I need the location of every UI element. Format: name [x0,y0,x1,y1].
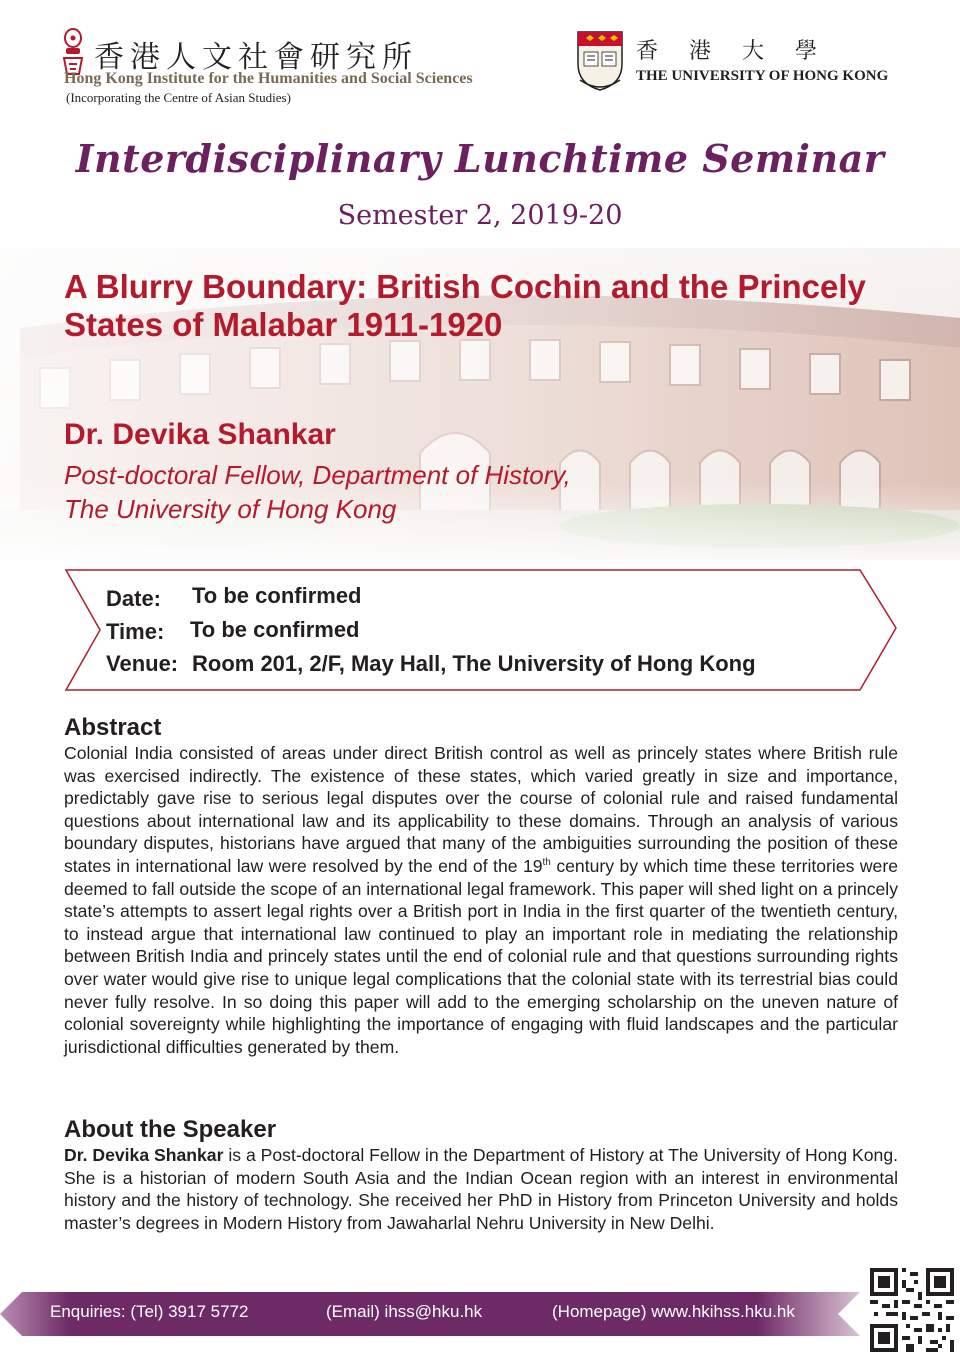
speaker-role-line1: Post-doctoral Fellow, Department of History, [64,460,571,490]
time-label: Time: [106,619,165,644]
time-value: To be confirmed [190,617,360,642]
hku-crest-icon [574,28,626,94]
university-chinese-name: 香 港 大 學 [636,39,829,64]
date-value: To be confirmed [192,583,362,608]
talk-title: A Blurry Boundary: British Cochin and the Princely States of Malabar 1911-1920 [64,268,866,343]
about-speaker-bio: is a Post-doctoral Fellow in the Department of History at The University of Hong Kong. She is a historian of modern South Asia and the Indian Ocean region with an interest in environmental history and the history of technology. She received her PhD in History from Princeton University and holds master’s degrees in Modern History from Jawaharlal Nehru University in New Delhi. [64,1145,898,1233]
institute-chinese-name: 香港人文社會研究所 [94,40,418,75]
semester-label: Semester 2, 2019-20 [337,200,623,231]
university-english-name: THE UNIVERSITY OF HONG KONG [636,68,889,84]
qr-code-icon[interactable] [870,1268,954,1352]
hkihss-logo [60,22,520,110]
abstract-superscript: th [542,857,551,869]
abstract-text [64,742,898,1058]
about-heading: About the Speaker [64,1116,277,1143]
abstract-text-part2: century by which time these territories were deemed to fall outside the scope of an international legal framework. This paper will shed light on a princely state’s attempts to assert legal rights over a British port in India in the first quarter of the twentieth century, to instead argue that international law continued to play an important role in mediating the relationship between British India and princely states until the end of colonial rule and that questions surrounding rights over water would give rise to unique legal complications that the colonial state with its terrestrial bias could never fully resolve. In so doing this paper will add to the emerging scholarship on the uneven nature of colonial sovereignty while highlighting the importance of engaging with fluid landscapes and the particular jurisdictional difficulties generated by them. [64,855,898,1057]
footer-homepage[interactable]: (Homepage) www.hkihss.hku.hk [552,1302,795,1321]
abstract-heading: Abstract [64,714,162,741]
institute-seal-icon [60,28,86,76]
footer-enquiries: Enquiries: (Tel) 3917 5772 [50,1302,249,1321]
date-label: Date: [106,586,162,611]
venue-value: Room 201, 2/F, May Hall, The University of Hong Kong [192,651,756,676]
about-text [64,1144,898,1234]
series-title: Interdisciplinary Lunchtime Seminar [75,136,885,181]
about-speaker-name: Dr. Devika Shankar [64,1145,224,1165]
venue-label: Venue: [106,651,179,676]
speaker-role [64,458,571,526]
speaker-role-line2: The University of Hong Kong [64,494,397,524]
institute-english-name: Hong Kong Institute for the Humanities and Social Sciences [64,70,473,87]
speaker-name: Dr. Devika Shankar [64,418,336,451]
abstract-text-part1: Colonial India consisted of areas under direct British control as well as princely states where British rule was exercised indirectly. The existence of these states, which varied greatly in size and importance, predictably gave rise to serious legal disputes over the course of colonial rule and raised fundamental questions about international law and its applicability to these domains. Through an analysis of various boundary disputes, historians have argued that many of the ambiguities surrounding the position of these states in international law were resolved by the end of the 19 [64,743,898,876]
institute-note: (Incorporating the Centre of Asian Studies) [66,90,291,105]
event-details-box [60,568,900,692]
hku-logo [574,28,914,98]
footer-email[interactable]: (Email) ihss@hku.hk [326,1302,483,1321]
